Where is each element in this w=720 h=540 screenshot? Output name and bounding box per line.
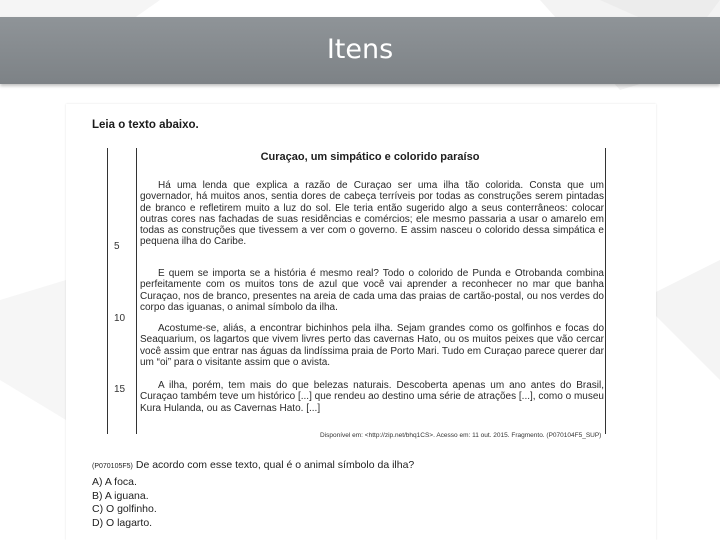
question-text: De acordo com esse texto, qual é o animal símbolo da ilha? xyxy=(135,459,415,471)
line-number-divider xyxy=(136,148,137,434)
option-a: A) A foca. xyxy=(92,476,137,488)
document-page xyxy=(66,104,656,540)
question xyxy=(92,459,632,471)
paragraph-2: E quem se importa se a história é mesmo real? Todo o colorido de Punda e Otrobanda combina perfeitamente com os muitos tons de azul que você vai aprender a reconhecer no mar que banha Curaçao, nos de branco, presentes na areia de cada uma das praias de cartão-postal, ou nos verdes do corpo das iguanas, o animal símbolo da ilha. xyxy=(140,268,604,313)
option-d: D) O lagarto. xyxy=(92,516,153,529)
line-number-10: 10 xyxy=(114,313,126,324)
source-citation: Disponível em: <http://zip.net/bhq1CS>. Acesso em: 11 out. 2015. Fragmento. (P070104F5_SUP) xyxy=(320,432,602,439)
paragraph-3: Acostume-se, aliás, a encontrar bichinhos pela ilha. Sejam grandes como os golfinhos e focas do Seaquarium, os lagartos que vivem livres perto das cavernas Hato, ou os muitos peixes que vão cercar você assim que entrar nas águas da lindíssima praia de Porto Mari. Tudo em Curaçao parece querer dar um “oi” para o visitante assim que o avista. xyxy=(140,323,604,368)
line-number-5: 5 xyxy=(114,241,120,252)
line-number-15: 15 xyxy=(114,384,126,395)
instruction-text: Leia o texto abaixo. xyxy=(92,119,199,131)
paragraph-4: A ilha, porém, tem mais do que belezas naturais. Descoberta apenas um ano antes do Brasil, Curaçao também teve um histórico [...] que rendeu ao destino uma série de atrações [...], como o museu Kura Hulanda, ou as Cavernas Hato. [...] xyxy=(140,380,604,414)
left-border-line xyxy=(107,148,108,434)
text-title: Curaçao, um simpático e colorido paraíso xyxy=(260,151,480,163)
right-border-line xyxy=(605,148,606,434)
option-c: C) O golfinho. xyxy=(92,503,157,515)
answer-options xyxy=(92,476,157,530)
slide-title: Itens xyxy=(326,34,394,65)
question-code: (P070105F5) xyxy=(92,463,133,470)
option-b: B) A iguana. xyxy=(92,489,149,502)
paragraph-1: Há uma lenda que explica a razão de Curaçao ser uma ilha tão colorida. Consta que um governador, há muitos anos, sentia dores de cabeça terríveis por todas as construções serem pintadas de branco e refletirem muito a luz do sol. Ele teria então sugerido algo a seus conterrâneos: colocar outras cores nas fachadas de suas residências e comércios; ele mesmo passaria a usar o amarelo em todas as construções que tivessem a ver com o governo. E assim nasceu o colorido dessa simpática e pequena ilha do Caribe. xyxy=(140,180,604,248)
